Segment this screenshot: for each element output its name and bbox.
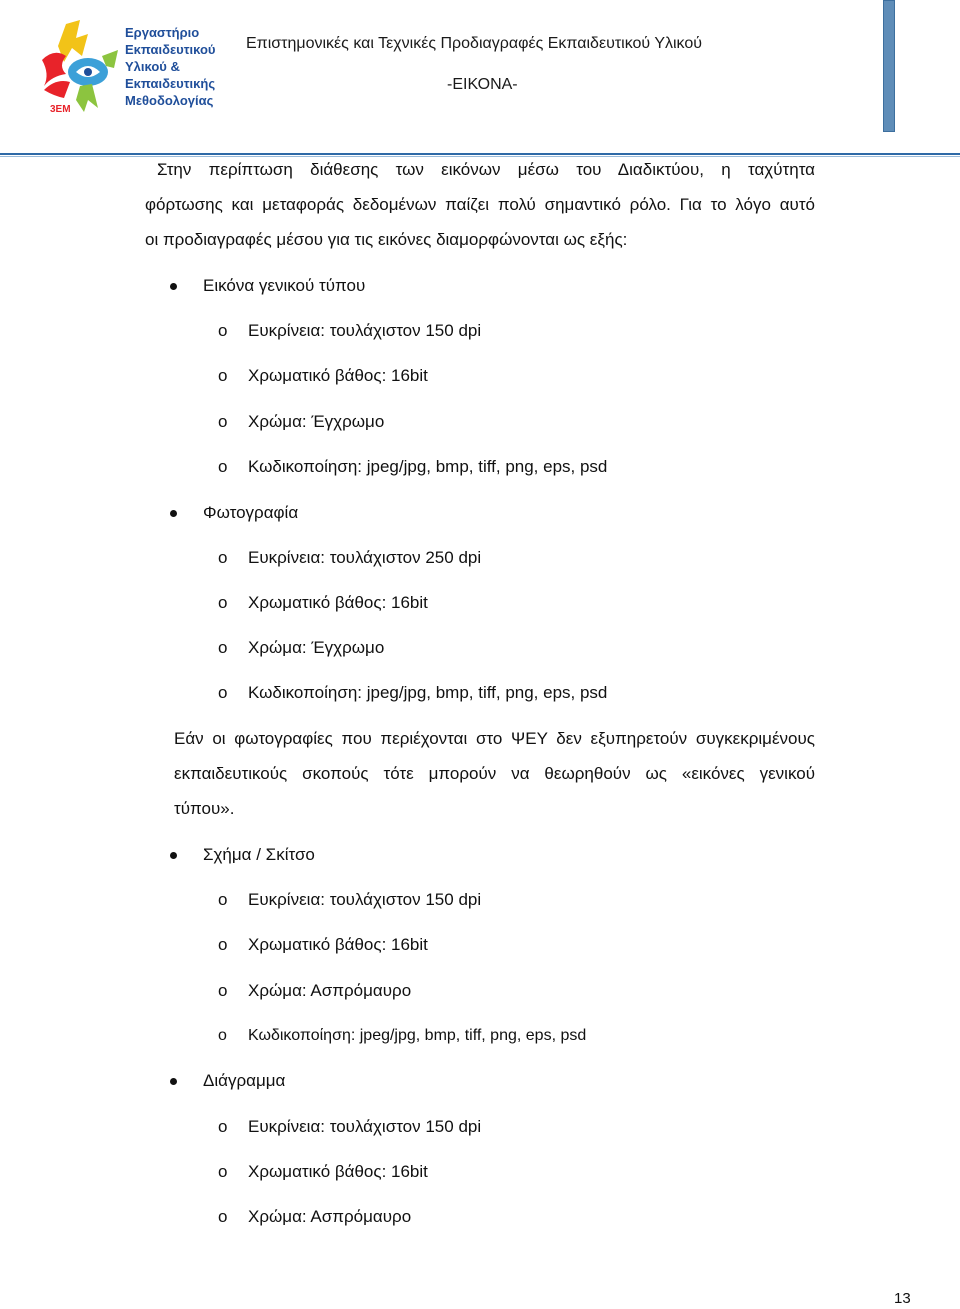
bullet-icon <box>170 283 177 290</box>
note-line: τύπου». <box>174 799 235 818</box>
circle-bullet-icon: o <box>218 548 228 567</box>
circle-bullet-icon: o <box>218 412 228 431</box>
spec-text: Κωδικοποίηση: jpeg/jpg, bmp, tiff, png, eps, psd <box>248 683 608 702</box>
spec-text: Χρώμα: Έγχρωμο <box>248 412 385 431</box>
section-label: Φωτογραφία <box>203 503 299 522</box>
spec-text: Κωδικοποίηση: jpeg/jpg, bmp, tiff, png, eps, psd <box>248 457 608 476</box>
intro-line: οι προδιαγραφές μέσου για τις εικόνες διαμορφώνονται ως εξής: <box>145 230 628 249</box>
document-title: Επιστημονικές και Τεχνικές Προδιαγραφές Εκπαιδευτικού Υλικού <box>246 35 702 52</box>
note-line: εκπαιδευτικούς σκοπούς τότε μπορούν να θεωρηθούν ως «εικόνες γενικού <box>174 764 815 783</box>
section-label: Διάγραμμα <box>203 1071 286 1090</box>
spec-text: Ευκρίνεια: τουλάχιστον 250 dpi <box>248 548 482 567</box>
circle-bullet-icon: o <box>218 1117 228 1136</box>
logo-line: Μεθοδολογίας <box>125 93 214 108</box>
section-label: Εικόνα γενικού τύπου <box>203 276 366 295</box>
lab-logo <box>36 16 226 116</box>
logo-line: Εκπαιδευτικού <box>125 42 216 57</box>
note-paragraph <box>174 721 815 826</box>
circle-bullet-icon: o <box>218 683 228 702</box>
circle-bullet-icon: o <box>218 321 228 340</box>
logo-mark-icon <box>36 16 136 116</box>
bullet-icon <box>170 1078 177 1085</box>
circle-bullet-icon: o <box>218 1027 227 1044</box>
circle-bullet-icon: o <box>218 1162 228 1181</box>
spec-text: Χρωματικό βάθος: 16bit <box>248 593 428 612</box>
circle-bullet-icon: o <box>218 1207 228 1226</box>
logo-line: Υλικού & <box>125 59 180 74</box>
circle-bullet-icon: o <box>218 638 228 657</box>
circle-bullet-icon: o <box>218 981 228 1000</box>
spec-text: Χρωματικό βάθος: 16bit <box>248 1162 428 1181</box>
circle-bullet-icon: o <box>218 890 228 909</box>
svg-text:3ΕΜ: 3ΕΜ <box>50 104 71 115</box>
section-label: Σχήμα / Σκίτσο <box>203 845 315 864</box>
note-line: Εάν οι φωτογραφίες που περιέχονται στο ΨΕΥ δεν εξυπηρετούν συγκεκριμένους <box>174 729 815 748</box>
page-number: 13 <box>894 1290 911 1307</box>
bullet-icon <box>170 852 177 859</box>
side-accent-bar <box>883 0 895 132</box>
logo-line: Εκπαιδευτικής <box>125 76 216 91</box>
spec-text: Ευκρίνεια: τουλάχιστον 150 dpi <box>248 321 482 340</box>
spec-text: Ευκρίνεια: τουλάχιστον 150 dpi <box>248 1117 482 1136</box>
circle-bullet-icon: o <box>218 366 228 385</box>
spec-text: Ευκρίνεια: τουλάχιστον 150 dpi <box>248 890 482 909</box>
circle-bullet-icon: o <box>218 457 228 476</box>
intro-line: Στην περίπτωση διάθεσης των εικόνων μέσω του Διαδικτύου, η ταχύτητα <box>157 160 815 179</box>
spec-text: Χρωματικό βάθος: 16bit <box>248 366 428 385</box>
circle-bullet-icon: o <box>218 593 228 612</box>
circle-bullet-icon: o <box>218 935 228 954</box>
spec-text: Χρώμα: Ασπρόμαυρο <box>248 981 412 1000</box>
intro-paragraph <box>145 152 815 257</box>
logo-line: Εργαστήριο <box>125 25 200 40</box>
intro-line: φόρτωσης και μεταφοράς δεδομένων παίζει πολύ σημαντικό ρόλο. Για το λόγο αυτό <box>145 195 815 214</box>
spec-text: Κωδικοποίηση: jpeg/jpg, bmp, tiff, png, eps, psd <box>248 1027 587 1044</box>
spec-text: Χρώμα: Ασπρόμαυρο <box>248 1207 412 1226</box>
logo-text <box>125 24 215 109</box>
document-subtitle: -ΕΙΚΟΝΑ- <box>447 76 518 93</box>
spec-text: Χρώμα: Έγχρωμο <box>248 638 385 657</box>
page-header <box>0 0 960 156</box>
bullet-icon <box>170 510 177 517</box>
spec-text: Χρωματικό βάθος: 16bit <box>248 935 428 954</box>
